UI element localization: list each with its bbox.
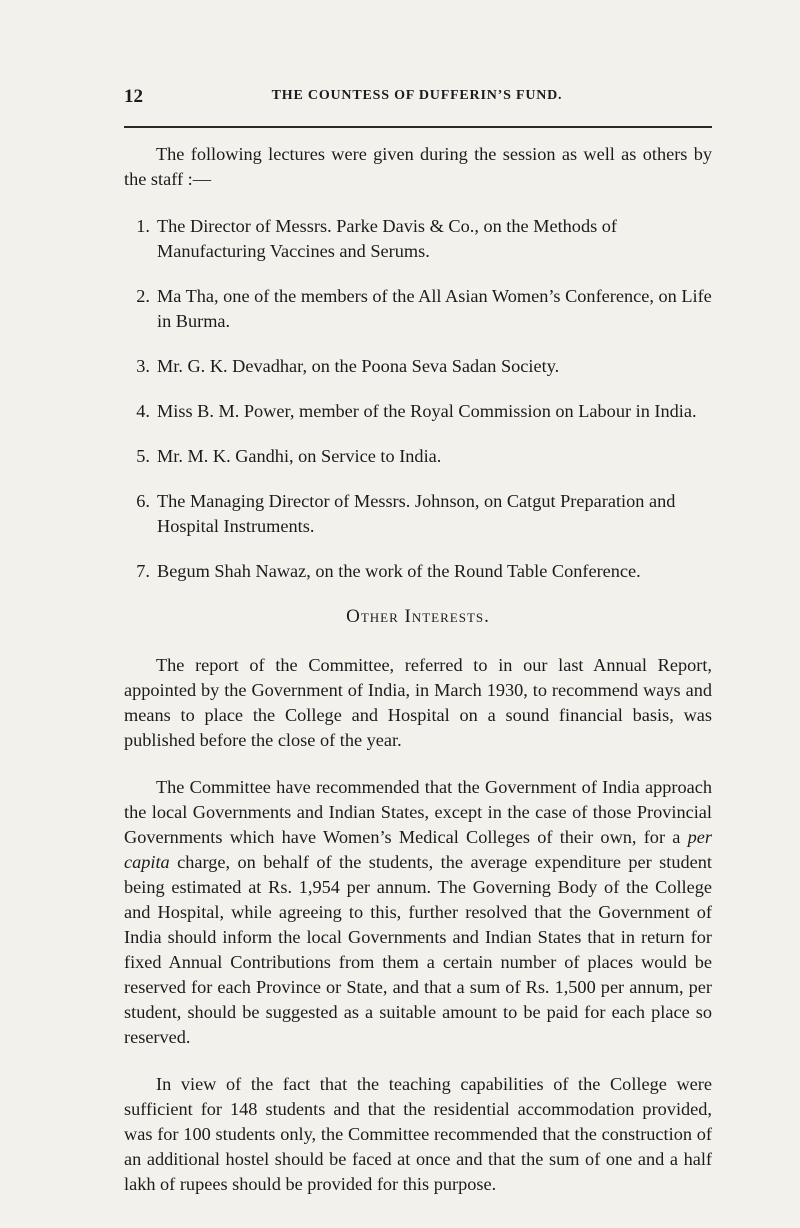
paragraph-text: The Committee have recommended that the Government of India approach the local Governments and Indian States, except in the case of those Provincial Governments which have Women’s Medical Colleges of their own, for a (124, 777, 712, 847)
list-item-number: 7. (136, 561, 150, 581)
report-paragraph: The report of the Committee, referred to in our last Annual Report, appointed by the Government of India, in March 1930, to recommend ways and means to place the College and Hospital on a sound financial basis, was published before the close of the year. (124, 655, 712, 750)
section-heading: Other Interests. (346, 606, 490, 627)
list-item-number: 1. (136, 216, 150, 236)
list-item (124, 489, 712, 539)
recommendation-paragraph (124, 775, 712, 1050)
list-item-number: 5. (136, 446, 150, 466)
list-item-text: Ma Tha, one of the members of the All Asian Women’s Conference, on Life in Burma. (157, 286, 712, 331)
hostel-paragraph: In view of the fact that the teaching capabilities of the College were sufficient for 148 students and that the residential accommodation provided, was for 100 students only, the Committee recommended that the construction of an additional hostel should be faced at once and that the sum of one and a half lakh of rupees should be provided for this purpose. (124, 1074, 712, 1194)
italic-phrase: per capita (124, 827, 712, 872)
list-item (124, 354, 712, 379)
lecture-list (124, 214, 712, 584)
page-header (124, 86, 710, 110)
list-item (124, 284, 712, 334)
list-item-text: Begum Shah Nawaz, on the work of the Round Table Conference. (157, 561, 641, 581)
list-item-text: Mr. G. K. Devadhar, on the Poona Seva Sadan Society. (157, 356, 560, 376)
page-number: 12 (124, 86, 143, 107)
paragraph-text: charge, on behalf of the students, the average expenditure per student being estimated at Rs. 1,954 per annum. The Governing Body of the College and Hospital, while agreeing to this, further resolved that the Government of India should inform the local Governments and Indian States that in return for fixed Annual Contributions from them a certain number of places would be reserved for each Province or State, and that a sum of Rs. 1,500 per annum, per student, should be suggested as a suitable amount to be paid for each place so reserved. (124, 852, 712, 1047)
running-title: THE COUNTESS OF DUFFERIN’S FUND. (271, 88, 563, 103)
page-body (124, 142, 712, 1219)
list-item (124, 214, 712, 264)
list-item (124, 444, 712, 469)
list-item-text: Miss B. M. Power, member of the Royal Commission on Labour in India. (157, 401, 697, 421)
list-item-number: 2. (136, 286, 150, 306)
list-item (124, 399, 712, 424)
list-item-number: 4. (136, 401, 150, 421)
list-item-number: 3. (136, 356, 150, 376)
list-item-text: Mr. M. K. Gandhi, on Service to India. (157, 446, 442, 466)
list-item-text: The Director of Messrs. Parke Davis & Co., on the Methods of Manufacturing Vaccines and Serums. (157, 216, 617, 261)
list-item (124, 559, 712, 584)
list-item-text: The Managing Director of Messrs. Johnson, on Catgut Preparation and Hospital Instruments. (157, 491, 676, 536)
intro-paragraph: The following lectures were given during the session as well as others by the staff :— (124, 144, 712, 189)
header-rule (124, 126, 712, 128)
list-item-number: 6. (136, 491, 150, 511)
